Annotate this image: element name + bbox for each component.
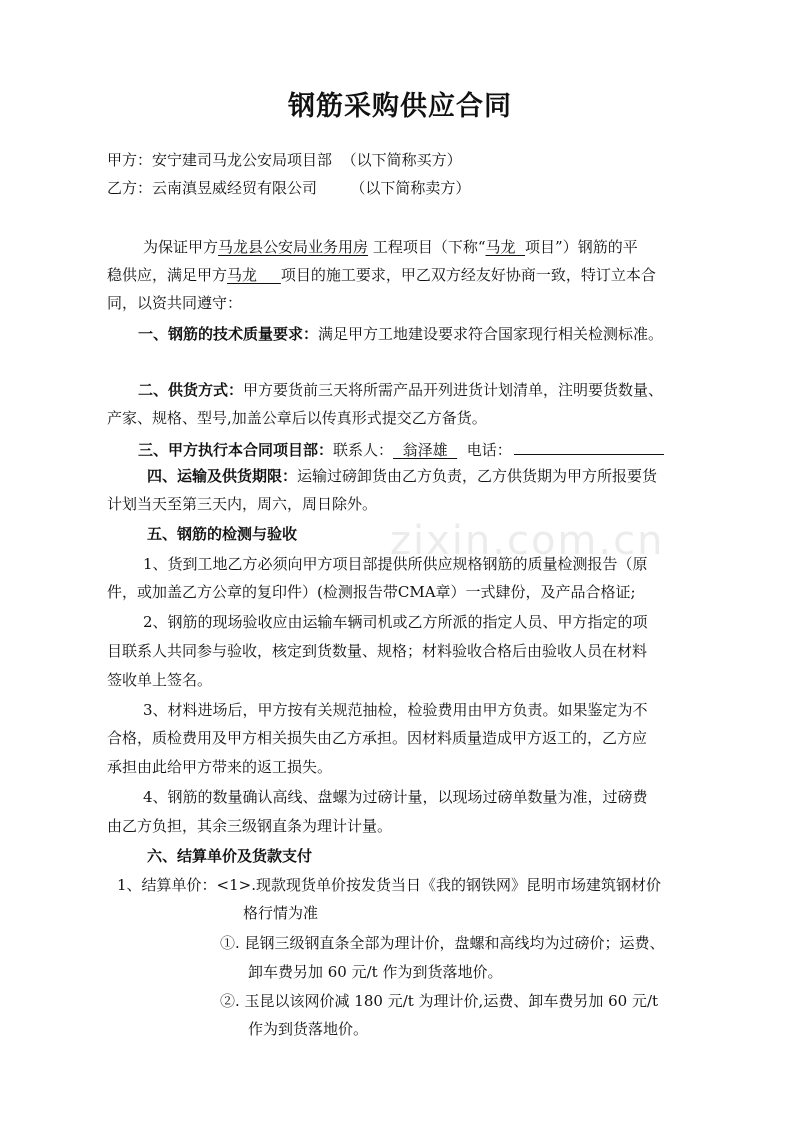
section-5-item-4-l1: 4、钢筋的数量确认高线、盘螺为过磅计量，以现场过磅单数量为准，过磅费 (143, 788, 648, 806)
section-5-item-3-l2: 合格，质检费用及甲方相关损失由乙方承担。因材料质量造成甲方返工的，乙方应 (107, 729, 648, 747)
section-6-item-1-l2: 格行情为准 (243, 904, 319, 922)
intro-line-2 (107, 265, 656, 285)
section-2-text: 甲方要货前三天将所需产品开列进货计划清单，注明要货数量、 (243, 381, 664, 399)
section-4-line-1 (147, 466, 657, 486)
section-3 (138, 438, 664, 460)
section-1-text: 满足甲方工地建设要求符合国家现行相关检测标准。 (318, 325, 664, 343)
intro-text: 项目”）钢筋的平 (525, 238, 638, 256)
section-4-heading: 四、运输及供货期限： (147, 467, 298, 485)
section-5-item-2-l2: 目联系人共同参与验收，核定到货数量、规格；材料验收合格后由验收人员在材料 (107, 642, 648, 660)
party-b-line (107, 178, 470, 198)
contact-label: 联系人： (333, 441, 394, 459)
project-name: 马龙县公安局业务用房 (218, 238, 369, 256)
section-5-item-2-l1: 2、钢筋的现场验收应由运输车辆司机或乙方所派的指定人员、甲方指定的项 (143, 613, 648, 631)
section-5-item-1-l2: 件，或加盖乙方公章的复印件）(检测报告带CMA章）一式肆份，及产品合格证; (107, 583, 636, 601)
section-6-heading: 六、结算单价及货款支付 (147, 847, 313, 865)
intro-text: 工程项目（下称“ (372, 238, 486, 256)
section-5-item-3-l3: 承担由此给甲方带来的返工损失。 (107, 758, 333, 776)
section-2-heading: 二、供货方式： (138, 381, 244, 399)
section-4-text: 运输过磅卸货由乙方负责，乙方供货期为甲方所报要货 (297, 467, 658, 485)
section-6-sub-1-l2: 卸车费另加 60 元/t 作为到货落地价。 (248, 963, 503, 981)
party-a-label: 甲方： (107, 151, 153, 169)
watermark: zixin.com.cn (390, 518, 665, 564)
intro-line-1 (143, 237, 638, 257)
phone-label: 电话： (466, 441, 512, 459)
section-1 (138, 324, 663, 344)
section-5-item-3-l1: 3、材料进场后，甲方按有关规范抽检，检验费用由甲方负责。如果鉴定为不 (143, 701, 648, 719)
party-a-line (107, 150, 462, 170)
project-short-name: 马龙 (227, 266, 258, 284)
party-b-name: 云南滇昱威经贸有限公司 (152, 179, 318, 197)
section-5-item-1-l1: 1、货到工地乙方必须向甲方项目部提供所供应规格钢筋的质量检测报告（原 (143, 555, 648, 573)
section-6-sub-2-l1: ②. 玉昆以该网价减 180 元/t 为理计价,运费、卸车费另加 60 元/t (220, 992, 659, 1010)
section-4-line-2: 计划当天至第三天内，周六，周日除外。 (107, 495, 378, 513)
party-b-note: （以下简称卖方） (350, 179, 471, 197)
section-1-heading: 一、钢筋的技术质量要求： (138, 325, 319, 343)
party-b-label: 乙方： (107, 179, 153, 197)
section-5-item-2-l3: 签收单上签名。 (107, 671, 213, 689)
intro-text: 项目的施工要求，甲乙双方经友好协商一致，特订立本合 (280, 266, 656, 284)
section-5-heading: 五、钢筋的检测与验收 (147, 525, 298, 543)
section-5-item-4-l2: 由乙方负担，其余三级钢直条为理计计量。 (107, 817, 393, 835)
intro-line-3: 同，以资共同遵守： (107, 294, 243, 312)
section-3-heading: 三、甲方执行本合同项目部： (138, 441, 334, 459)
party-a-name: 安宁建司马龙公安局项目部 (152, 151, 333, 169)
phone-blank (514, 438, 664, 455)
section-6-item-1-l1: 1、结算单价：<1>.现款现货单价按发货当日《我的钢铁网》昆明市场建筑钢材价 (117, 876, 661, 894)
document-title: 钢筋采购供应合同 (288, 91, 512, 122)
intro-text: 为保证甲方 (143, 238, 219, 256)
section-6-sub-2-l2: 作为到货落地价。 (248, 1020, 369, 1038)
section-2-line-1 (138, 380, 663, 400)
section-6-sub-1-l1: ①. 昆钢三级钢直条全部为理计价，盘螺和高线均为过磅价；运费、 (220, 934, 665, 952)
section-2-line-2: 产家、规格、型号,加盖公章后以传真形式提交乙方备货。 (107, 409, 487, 427)
intro-text: 稳供应，满足甲方 (107, 266, 228, 284)
party-a-note: （以下简称买方） (341, 151, 462, 169)
contact-name: 翁泽雄 (402, 441, 448, 459)
project-short-name: 马龙 (485, 238, 516, 256)
